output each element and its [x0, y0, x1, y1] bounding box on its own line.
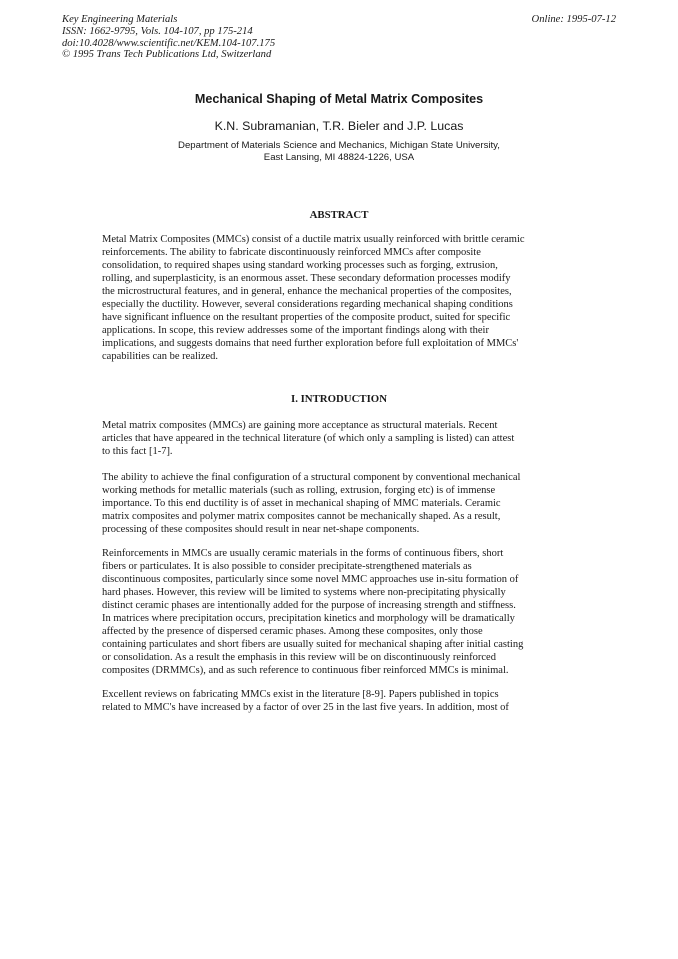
text-line: articles that have appeared in the technical literature (of which only a sampling is listed) can attest [102, 432, 515, 444]
intro-paragraph-3 [102, 548, 548, 678]
text-line: to this fact [1-7]. [102, 445, 173, 457]
text-line: importance. To this end ductility is of asset in mechanical shaping of MMC materials. Ceramic [102, 497, 501, 509]
text-line: composites (DRMMCs), and as such reference to continuous fiber reinforced MMCs is minimal. [102, 664, 509, 676]
intro-paragraph-2 [102, 472, 548, 537]
text-line: affected by the presence of dispersed ceramic phases. Among these composites, only those [102, 625, 483, 637]
text-line: have significant influence on the resultant properties of the composite product, suited for specific [102, 311, 511, 323]
text-line: discontinuous composites, particularly since some novel MMC approaches use in-situ formation of [102, 573, 519, 585]
text-line: hard phases. However, this review will be limited to systems where non-precipitating physically [102, 586, 506, 598]
text-line: consolidation, to required shapes using standard working processes such as forging, extrusion, [102, 259, 498, 271]
text-line: rolling, and superplasticity, is an enormous asset. These secondary deformation processes modify [102, 272, 511, 284]
journal-header [62, 14, 275, 61]
text-line: processing of these composites should result in near net-shape components. [102, 523, 420, 535]
paper-authors: K.N. Subramanian, T.R. Bieler and J.P. Lucas [214, 119, 464, 133]
copyright-line: © 1995 Trans Tech Publications Ltd, Switzerland [62, 49, 272, 61]
text-line: Metal matrix composites (MMCs) are gaining more acceptance as structural materials. Recent [102, 420, 498, 431]
abstract-paragraph [102, 234, 548, 364]
journal-name: Key Engineering Materials [62, 14, 178, 25]
text-line: the microstructural features, and in general, enhance the mechanical properties of the composites, [102, 285, 512, 297]
text-line: applications. In scope, this review addresses some of the important findings along with their [102, 324, 489, 336]
affiliation-line: Department of Materials Science and Mechanics, Michigan State University, [178, 140, 500, 151]
text-line: especially the ductility. However, several considerations regarding mechanical shaping conditions [102, 298, 513, 310]
text-line: matrix composites and polymer matrix composites cannot be mechanically shaped. As a result, [102, 510, 501, 522]
affiliation-line: East Lansing, MI 48824-1226, USA [263, 152, 415, 164]
intro-paragraph-1 [102, 420, 548, 459]
introduction-heading: I. INTRODUCTION [291, 393, 387, 405]
text-line: In matrices where precipitation occurs, precipitation kinetics and morphology will be dramatically [102, 612, 515, 624]
text-line: distinct ceramic phases are intentionally added for the purpose of increasing strength and stiffness. [102, 599, 516, 611]
text-line: reinforcements. The ability to fabricate discontinuously reinforced MMCs after composite [102, 246, 481, 258]
text-line: working methods for metallic materials (such as rolling, extrusion, forging etc) is of immense [102, 484, 496, 496]
text-line: related to MMC's have increased by a factor of over 25 in the last five years. In addition, most of [102, 701, 509, 713]
text-line: Metal Matrix Composites (MMCs) consist of a ductile matrix usually reinforced with brittle ceramic [102, 234, 525, 245]
text-line: implications, and suggests domains that need further exploration before full exploitation of MMCs' [102, 337, 519, 349]
text-line: containing particulates and short fibers are usually suited for mechanical shaping after initial casting [102, 638, 524, 650]
text-line: The ability to achieve the final configuration of a structural component by conventional mechanical [102, 472, 521, 483]
online-date: Online: 1995-07-12 [531, 14, 616, 25]
text-line: capabilities can be realized. [102, 350, 219, 362]
text-line: or consolidation. As a result the emphasis in this review will be on discontinuously reinforced [102, 651, 496, 663]
paper-title: Mechanical Shaping of Metal Matrix Composites [194, 92, 484, 106]
affiliation [0, 140, 678, 165]
text-line: Reinforcements in MMCs are usually ceramic materials in the forms of continuous fibers, short [102, 548, 504, 559]
abstract-heading: ABSTRACT [309, 209, 369, 221]
doi-line: doi:10.4028/www.scientific.net/KEM.104-107.175 [62, 37, 276, 49]
intro-paragraph-4 [102, 689, 548, 715]
text-line: Excellent reviews on fabricating MMCs exist in the literature [8-9]. Papers published in topics [102, 689, 499, 700]
text-line: fibers or particulates. It is also possible to consider precipitate-strengthened materials as [102, 560, 472, 572]
issn-line: ISSN: 1662-9795, Vols. 104-107, pp 175-214 [62, 25, 253, 37]
